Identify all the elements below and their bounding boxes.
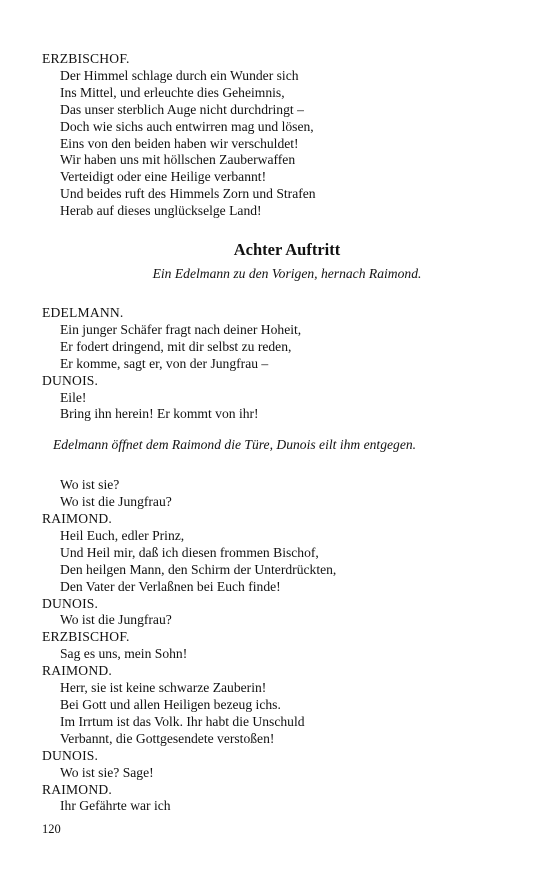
verse-line: Eile! [60,389,87,405]
stage-direction: Edelmann öffnet dem Raimond die Türe, Dunois eilt ihm entgegen. [53,437,417,453]
verse-line: Das unser sterblich Auge nicht durchdringt – [60,101,304,117]
verse-line: Den heilgen Mann, den Schirm der Unterdrückten, [60,561,337,577]
page-number: 120 [42,822,61,836]
speaker-erzbischof: ERZBISCHOF. [42,51,130,66]
verse-line: Ins Mittel, und erleuchte dies Geheimnis, [60,84,285,100]
verse-line: Herr, sie ist keine schwarze Zauberin! [60,680,267,696]
speaker-dunois: DUNOIS. [42,595,99,611]
scene-heading: Achter Auftritt [233,240,341,260]
verse-line: Wir haben uns mit höllschen Zauberwaffen [60,152,296,168]
speaker-erzbischof: ERZBISCHOF. [42,629,130,645]
verse-line: Der Himmel schlage durch ein Wunder sich [60,67,299,83]
verse-line: Wo ist die Jungfrau? [60,612,172,628]
verse-line: Doch wie sichs auch entwirren mag und lösen, [60,118,314,134]
verse-line: Bei Gott und allen Heiligen bezeug ichs. [60,697,281,712]
verse-line: Herab auf dieses unglückselge Land! [60,203,262,219]
verse-line: Sag es uns, mein Sohn! [60,646,188,662]
speaker-raimond: RAIMOND. [42,781,112,797]
verse-line: Heil Euch, edler Prinz, [60,527,185,543]
verse-line: Eins von den beiden haben wir verschuldet! [60,135,299,151]
speaker-dunois: DUNOIS. [42,747,99,763]
verse-line: Und Heil mir, daß ich diesen frommen Bischof, [60,544,319,560]
speaker-raimond: RAIMOND. [42,511,112,527]
verse-line: Ein junger Schäfer fragt nach deiner Hoheit, [60,321,302,337]
verse-line: Verbannt, die Gottgesendete verstoßen! [60,730,275,746]
verse-line: Und beides ruft des Himmels Zorn und Strafen [60,186,316,202]
verse-line: Er komme, sagt er, von der Jungfrau – [60,355,269,371]
speaker-dunois: DUNOIS. [42,372,99,388]
verse-line: Wo ist sie? [60,477,120,493]
verse-line: Wo ist sie? Sage! [60,764,154,780]
book-page [42,51,522,815]
speaker-edelmann: EDELMANN. [42,304,124,320]
verse-line: Im Irrtum ist das Volk. Ihr habt die Unschuld [60,713,305,729]
verse-line: Bring ihn herein! Er kommt von ihr! [60,406,259,422]
speaker-raimond: RAIMOND. [42,663,112,679]
verse-line: Ihr Gefährte war ich [60,798,171,814]
verse-line: Den Vater der Verlaßnen bei Euch finde! [60,578,281,594]
verse-line: Verteidigt oder eine Heilige verbannt! [60,169,267,185]
verse-line: Er fodert dringend, mit dir selbst zu reden, [60,338,292,354]
scene-subtitle: Ein Edelmann zu den Vorigen, hernach Raimond. [152,266,422,282]
verse-line: Wo ist die Jungfrau? [60,494,172,510]
